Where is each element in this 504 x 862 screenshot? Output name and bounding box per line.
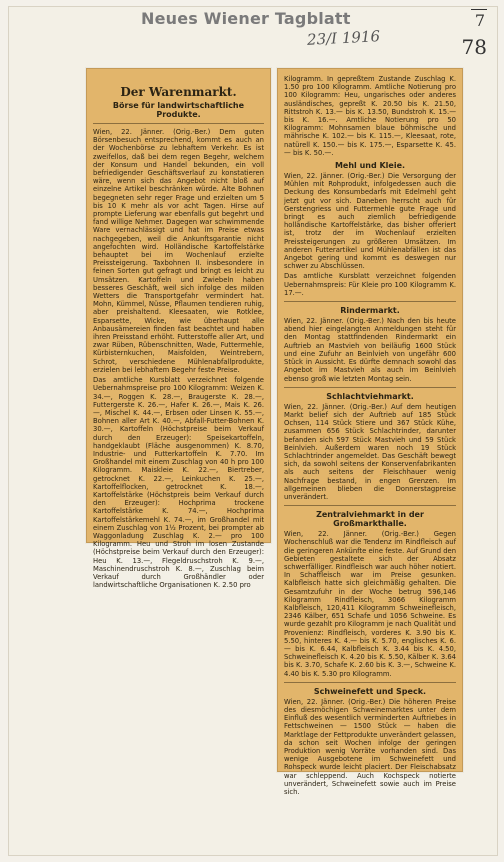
section-title-mehl: Mehl und Kleie. (334, 161, 406, 171)
paragraph: Wien, 22. Jänner. (Orig.-Ber.) Auf dem heutigen Markt belief sich der Auftrieb auf 185 Stück Ochsen, 114 Stück Stiere und 367 Stück Kühe, zusammen 656 Stück Schlachtrinder, darunter befanden sich 597 Stück Mastvieh und 59 Stück Beinlvieh. Außerdem waren noch 19 Stück Schlachtrinder angemeldet. Das Geschäft bewegt sich, da sowohl seitens der Konservenfabrikanten als auch seitens der Fleischhauer wenig Nachfrage bestand, in engen Grenzen. Im allgemeinen blieben die Donnerstagpreise unverändert. (284, 402, 456, 501)
article-title: Der Warenmarkt. (120, 85, 237, 99)
section-title-schlacht: Schlachtviehmarkt. (326, 391, 414, 401)
paragraph: Wien, 22. Jänner. (Orig.-Ber.) Die Versorgung der Mühlen mit Rohprodukt, infolgedessen auch die Deckung des Konsumbedarfs mit Edelmehl geht jetzt gut vor sich. Daneben herrscht auch für Gerstengriess und Futtermehle gute Frage und bringt es auch ziemlich befriedigende holländische Kartoffelstärke, das bisher offeriert ist, trotz der im Wochenlauf erzielten Preissteigerungen zu größeren Umsätzen. Im anderen Futterartikel und Mühlenabfällen ist das Angebot gering und kommt es deswegen nur schwer zu Abschlüssen. (284, 172, 456, 271)
paragraph: Wien, 22. Jänner. (Orig.-Ber.) Die höheren Preise des diesmöchigen Schweinemarktes unter dem Einfluß des wesentlich verminderten Auftriebes in Fettschweinen — 1500 Stück — haben die Marktlage der Fettprodukte unverändert gelassen, da schon seit Wochen infolge der geringen Produktion wenig Vorräte vorhanden sind. Das wenige Ausgebotene im Schweinefett und Rohspeck wurde leicht placiert. Der Fleischabsatz war schleppend. Auch Kochspeck notierte unverändert, Schweinefett sowie auch im Preise sich. (284, 697, 456, 797)
archive-page (8, 6, 498, 856)
paragraph: Kilogramm. In gepreßtem Zustande Zuschlag K. 1.50 pro 100 Kilogramm. Amtliche Notierung pro 100 Kilogramm: Heu, ungarisches oder anderes ausländisches, gepreßt K. 20.50 bis K. 21.50, Rittstroh K. 13.— bis K. 13.50, Bundstroh K. 15.— bis K. 16.—. Amtliche Notierung pro 50 Kilogramm: Mohnsamen blaue böhmische und mährische K. 102.— bis K. 115.—, Kleesaat, rote, natürell K. 150.— bis K. 175.—, Esparsette K. 45.— bis K. 50.—. (284, 75, 456, 157)
paragraph: Wien, 22. Jänner. (Orig.-Ber.) Nach den bis heute abend hier eingelangten Anmeldungen steht für den Montag stattfindenden Rindermarkt ein Auftrieb an Mastvieh von beiläufig 1600 Stück und eine Zufuhr an Beinlvieh von ungefähr 600 Stück in Aussicht. Es dürfte demnach sowohl das Angebot im Mastvieh als auch im Beinlvieh ebenso groß wie letzten Montag sein. (284, 317, 456, 383)
section-title-rinder: Rindermarkt. (340, 306, 400, 316)
right-clipping (277, 68, 463, 797)
paragraph: Das amtliche Kursblatt verzeichnet folgende Uebernahmspreise pro 100 Kilogramm: Weizen K. 34.—, Roggen K. 28.—, Braugerste K. 28.—, Futtergerste K. 26.—, Hafer K. 26.—, Mais K. 26.—, Mischel K. 44.—, Erbsen oder Linsen K. 55.—, Bohnen aller Art K. 40.—, Abfall-Futter-Bohnen K. 30.—, Kartoffeln (Höchstpreise beim Verkauf durch den Erzeuger): Speisekartoffeln, handgeklaubt (Fläche ausgenommen) K. 8.70, Industrie- und Futterkartoffeln K. 7.70. Im Großhandel mit einem Zuschlag von 40 h pro 100 Kilogramm. Maiskleie K. 22.—, Biertreber, getrocknet K. 22.—, Leinkuchen K. 25.—, Kartoffelflocken, getrocknet K. 18.—, Kartoffelstärke (Höchstpreis beim Verkauf durch den Erzeuger): Hochprima trockene Kartoffelstärke K. 74.—, Hochprima Kartoffelstärkemehl K. 74.—, im Großhandel mit einem Zuschlag von 1½ Prozent, bei prompter ab Waggonladung Zuschlag K. 2.— pro 100 Kilogramm. Heu und Stroh im losen Zustande (Höchstpreise beim Verkauf durch den Erzeuger): Heu K. 13.—, Flegeldruschstroh K. 9.—, Maschinendruschstroh K. 8.—, Zuschlag beim Verkauf durch Großhändler oder landwirtschaftliche Organisationen K. 2.50 pro (93, 376, 264, 590)
corner-mark: 7 (474, 11, 485, 30)
newspaper-header (141, 9, 351, 28)
divider (284, 387, 456, 388)
newspaper-title: Neues Wiener Tagblatt (141, 9, 351, 28)
paragraph: Wien, 22. Jänner. (Orig.-Ber.) Gegen Wochenschluß war die Tendenz im Rindfleisch auf die geringeren Ankünfte eine feste. Auf Grund den Gebieten gestaltete sich der Absatz schwerfälliger. Rindfleisch war auch höher notiert. In Schaffleisch war im Preise gesunken. Kalbfleisch hatte sich gleichmäßig gehalten. Die Gesamtzufuhr in der Woche betrug 596,146 Kilogramm Rindfleisch, 3066 Kilogramm Kalbfleisch, 120,411 Kilogramm Schweinefleisch, 2346 Kälber, 651 Schafe und 1056 Schweine. Es wurde gezahlt pro Kilogramm je nach Qualität und Provenienz: Rindfleisch, vorderes K. 3.90 bis K. 5.50, hinteres K. 4.— bis K. 5.70, englisches K. 6.— bis K. 6.44, Kalbfleisch K. 3.44 bis K. 4.50, Schweinefleisch K. 4.20 bis K. 5.50, Kälber K. 3.64 bis K. 3.70, Schafe K. 2.60 bis K. 3.—, Schweine K. 4.40 bis K. 5.30 pro Kilogramm. (284, 530, 456, 678)
section-title-zentral: Zentralviehmarkt in der Großmarkthalle. (316, 510, 424, 529)
article-subtitle: Börse für landwirtschaftliche Produkte. (112, 101, 245, 119)
paragraph: Das amtliche Kursblatt verzeichnet folgenden Uebernahmspreis: Für Kleie pro 100 Kilogramm K. 17.—. (284, 272, 456, 297)
paragraph: Wien, 22. Jänner. (Orig.-Ber.) Dem guten Börsenbesuch entsprechend, kommt es auch an der Wochenbörse zu lebhaftem Verkehr. Es ist zweifellos, daß bei dem regen Begehr, welchem der Konsum und Handel bekunden, ein voll befriedigender Geschäftsverlauf zu konstatieren wäre, wenn sich das Angebot nicht bloß auf einzelne Artikel beschränken würde. Alte Bohnen begegneten sehr reger Frage und erzielten um 5 bis 10 K mehr als vor acht Tagen. Hirse auf prompte Lieferung war ebenfalls gut begehrt und fand willige Nehmer. Dagegen war schwimmende Ware vernachlässigt und hat im Preise etwas nachgegeben, weil die Ankunftsgarantie nicht angefochten wird. Holländische Kartoffelstärke behauptet bei im Wochenlauf erzielte Preissteigerung. Taxbohnen II. insbesondere in feinen Sorten gut gefragt und bringt es leicht zu Umsätzen. Kartoffeln und Zwiebeln haben besseres Geschäft, weil sich infolge des milden Wetters die Transportgefahr vermindert hat. Mohn, Kümmel, Nüsse, Pflaumen tendieren ruhig, aber preishaltend. Kleesaaten, wie Rotklee, Esparsette, Wicke, wie überhaupt alle Anbausämereien finden fast beachtet und haben ihren Preisstand erhöht. Futterstoffe aller Art, und zwar Rüben, Rübenschnitten, Wade, Futtermehle, Kürbisternkuchen, Maisfolden, Weintrebern, Schrot, verschiedene Mühlenabfallprodukte, erzielen bei lebhaftem Begehr feste Preise. (93, 128, 264, 374)
page-number: 78 (461, 35, 487, 59)
divider (284, 505, 456, 506)
left-clipping (86, 68, 271, 590)
divider (284, 682, 456, 683)
divider (93, 123, 264, 124)
section-title-schweine: Schweinefett und Speck. (313, 686, 427, 696)
divider (284, 301, 456, 302)
handwritten-date: 23/I 1916 (306, 27, 381, 49)
